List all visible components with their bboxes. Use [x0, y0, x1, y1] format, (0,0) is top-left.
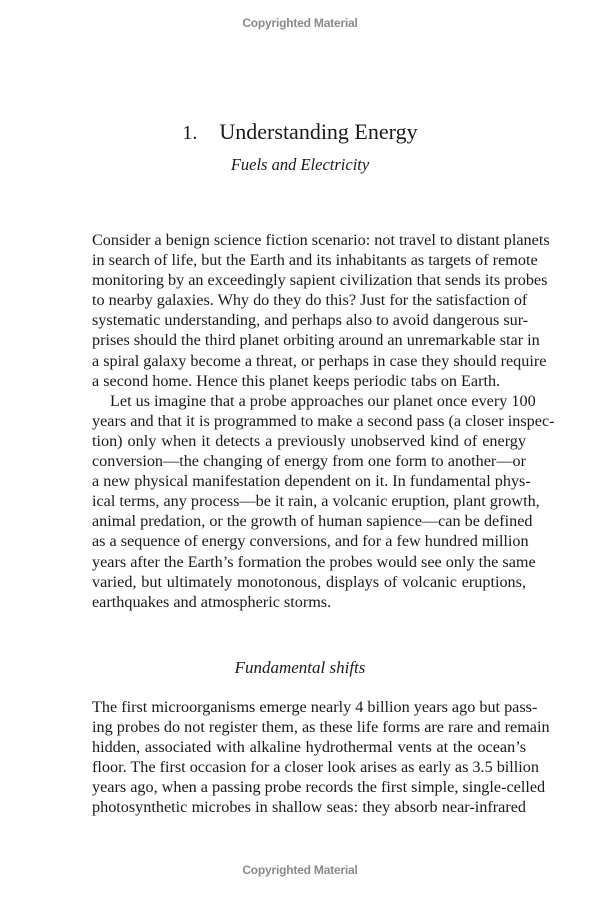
text-line: Consider a benign science fiction scenario: not travel to distant planets — [92, 231, 550, 249]
text-line: a spiral galaxy become a threat, or perhaps in case they should require — [92, 351, 547, 370]
text-line: The first microorganisms emerge nearly 4 billion years ago but pass- — [92, 698, 538, 716]
text-line: varied, but ultimately monotonous, displays of volcanic eruptions, — [92, 572, 526, 591]
text-line: years and that it is programmed to make a second pass (a closer inspec- — [92, 411, 555, 430]
text-line: to nearby galaxies. Why do they do this? Just for the satisfaction of — [92, 291, 528, 310]
text-line: Let us imagine that a probe approaches our planet once every 100 — [110, 391, 536, 410]
text-line: monitoring by an exceedingly sapient civilization that sends its probes — [92, 271, 548, 290]
section-heading: Fundamental shifts — [234, 658, 366, 677]
text-line: earthquakes and atmospheric storms. — [92, 592, 332, 611]
text-line: tion) only when it detects a previously unobserved kind of energy — [92, 431, 526, 450]
chapter-subtitle: Fuels and Electricity — [230, 155, 370, 174]
body-text-section — [92, 697, 550, 818]
paragraph-3 — [92, 697, 550, 818]
body-text-intro — [92, 230, 555, 612]
text-line: a second home. Hence this planet keeps periodic tabs on Earth. — [92, 371, 501, 390]
copyright-watermark-bottom: Copyrighted Material — [242, 863, 358, 877]
text-line: systematic understanding, and perhaps also to avoid dangerous sur- — [92, 311, 529, 330]
copyright-watermark-top: Copyrighted Material — [242, 16, 358, 30]
paragraph-2 — [92, 391, 555, 612]
chapter-title — [0, 119, 600, 145]
chapter-number: 1. — [182, 122, 198, 144]
paragraph-1 — [92, 230, 550, 391]
text-line: years after the Earth’s formation the probes would see only the same — [92, 552, 536, 571]
text-line: prises should the third planet orbiting around an unremarkable star in — [92, 331, 540, 350]
text-line: photosynthetic microbes in shallow seas: they absorb near-infrared — [92, 798, 526, 817]
text-line: years ago, when a passing probe records the first simple, single-celled — [92, 778, 546, 797]
text-line: ical terms, any process—be it rain, a volcanic eruption, plant growth, — [92, 492, 540, 511]
text-line: ing probes do not register them, as these life forms are rare and remain — [92, 718, 550, 737]
text-line: conversion—the changing of energy from one form to another—or — [92, 452, 526, 471]
text-line: as a sequence of energy conversions, and for a few hundred million — [92, 532, 529, 551]
text-line: in search of life, but the Earth and its inhabitants as targets of remote — [92, 251, 538, 270]
text-line: floor. The first occasion for a closer look arises as early as 3.5 billion — [92, 758, 539, 777]
text-line: a new physical manifestation dependent on it. In fundamental phys- — [92, 472, 531, 491]
text-line: animal predation, or the growth of human sapience—can be defined — [92, 512, 533, 531]
chapter-title-text: Understanding Energy — [219, 119, 418, 144]
text-line: hidden, associated with alkaline hydrothermal vents at the ocean’s — [92, 738, 526, 757]
